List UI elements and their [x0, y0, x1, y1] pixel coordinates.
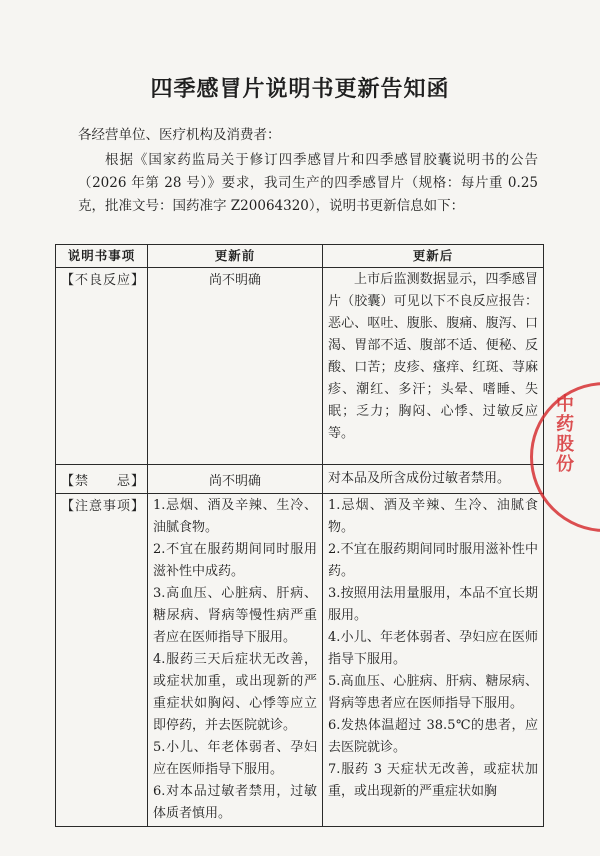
column-header-after: 更新后: [323, 245, 544, 268]
row-before-adverse: 尚不明确: [148, 268, 323, 465]
precaution-after-line: 5.高血压、心脏病、肝病、糖尿病、肾病等患者应在医师指导下服用。: [328, 674, 538, 711]
row-before-precautions: [148, 494, 323, 827]
row-item-precautions: 【注意事项】: [56, 494, 148, 827]
precaution-before-line: 6.对本品过敏者禁用，过敏体质者慎用。: [153, 784, 317, 821]
row-after-adverse: 上市后监测数据显示，四季感冒片（胶囊）可见以下不良反应报告：恶心、呕吐、腹胀、腹痛、腹泻、口渴、胃部不适、腹部不适、便秘、反酸、口苦；皮疹、瘙痒、红斑、荨麻疹、潮红、多汗；头晕、嗜睡、失眠；乏力；胸闷、心悸、过敏反应等。: [323, 268, 544, 465]
column-header-before: 更新前: [148, 245, 323, 268]
precaution-before-line: 2.不宜在服药期间同时服用滋补性中成药。: [153, 542, 317, 579]
update-table: [55, 244, 544, 827]
precaution-before-line: 3.高血压、心脏病、肝病、糖尿病、肾病等慢性病严重者应在医师指导下服用。: [153, 586, 317, 645]
precaution-before-line: 1.忌烟、酒及辛辣、生冷、油腻食物。: [153, 498, 317, 535]
precaution-before-line: 4.服药三天后症状无改善，或症状加重，或出现新的严重症状如胸闷、心悸等应立即停药，并去医院就诊。: [153, 652, 317, 733]
precaution-after-line: 1.忌烟、酒及辛辣、生冷、油腻食物。: [328, 498, 538, 535]
row-after-contraindication: 对本品及所含成份过敏者禁用。: [323, 465, 544, 494]
table-row: [56, 494, 544, 827]
precaution-after-line: 6.发热体温超过 38.5℃的患者，应去医院就诊。: [328, 718, 538, 755]
row-before-contraindication: 尚不明确: [148, 465, 323, 494]
precaution-before-line: 5.小儿、年老体弱者、孕妇应在医师指导下服用。: [153, 740, 317, 777]
table-row: [56, 268, 544, 465]
column-header-item: 说明书事项: [56, 245, 148, 268]
company-seal-text: 中药股份: [556, 394, 574, 475]
row-item-contraindication: 【禁 忌】: [56, 465, 148, 494]
precaution-after-line: 4.小儿、年老体弱者、孕妇应在医师指导下服用。: [328, 630, 538, 667]
row-item-adverse: 【不良反应】: [56, 268, 148, 465]
precaution-after-line: 3.按照用法用量服用，本品不宜长期服用。: [328, 586, 538, 623]
document-title: 四季感冒片说明书更新告知函: [150, 76, 450, 102]
row-after-precautions: [323, 494, 544, 827]
precaution-after-line: 7.服药 3 天症状无改善，或症状加重，或出现新的严重症状如胸: [328, 762, 538, 799]
salutation: 各经营单位、医疗机构及消费者：: [78, 127, 281, 143]
intro-paragraph: 根据《国家药监局关于修订四季感冒片和四季感冒胶囊说明书的公告（2026 年第 28 号）》要求，我司生产的四季感冒片（规格：每片重 0.25 克，批准文号：国药准字 Z20064320），说明书更新信息如下：: [78, 152, 538, 214]
table-row: [56, 465, 544, 494]
precaution-after-line: 2.不宜在服药期间同时服用滋补性中药。: [328, 542, 538, 579]
table-header-row: [56, 245, 544, 268]
